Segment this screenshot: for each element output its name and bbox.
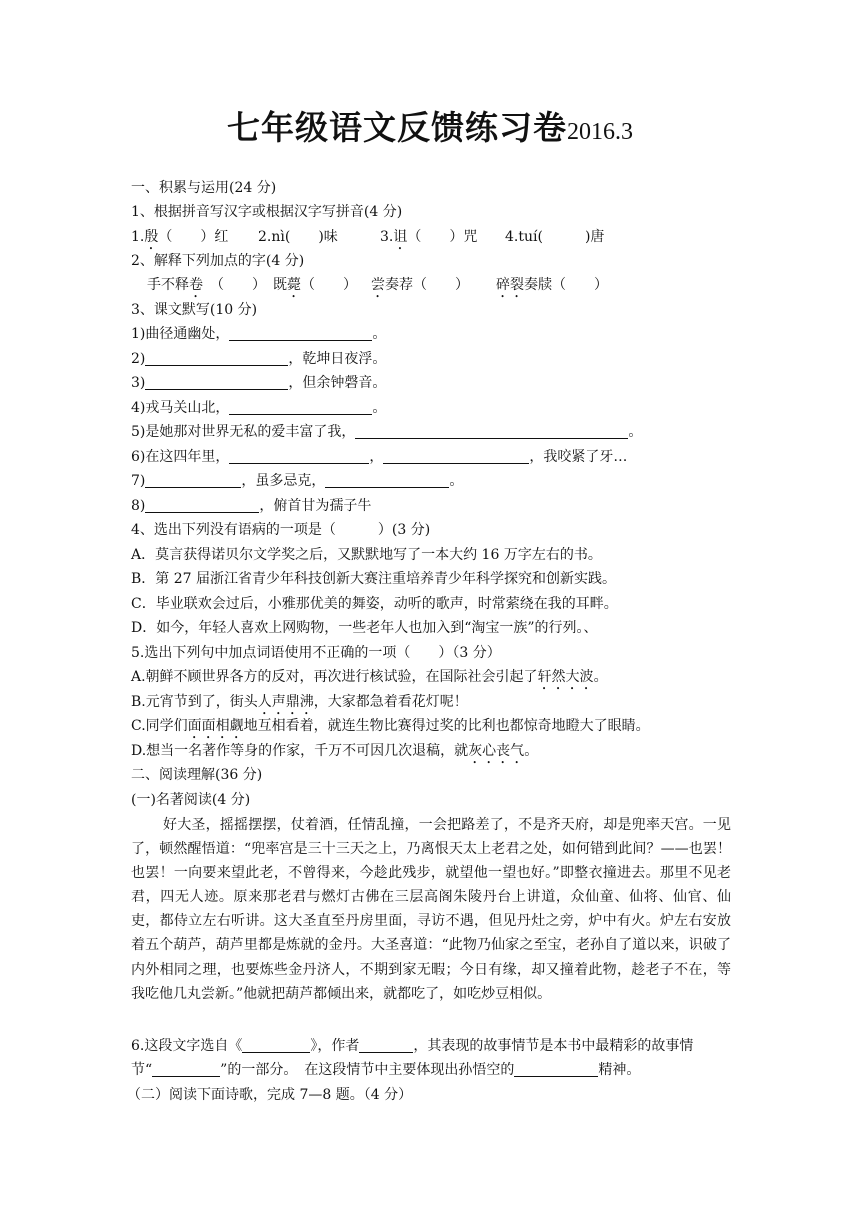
q2-items (147, 273, 608, 301)
q3-line-1: 1)曲径通幽处， 。 (131, 326, 387, 342)
q3-line-2: 2) ，乾坤日夜浮。 (131, 351, 387, 367)
q3-line-5: 5)是她那对世界无私的爱丰富了我， 。 (131, 424, 643, 440)
answer-blank[interactable] (145, 373, 288, 390)
q3-stem: 3、课文默写(10 分) (131, 302, 258, 318)
q3-line-3: 3) ，但余钟磬音。 (131, 375, 387, 391)
answer-blank[interactable] (359, 1036, 413, 1053)
q3-line-6: 6)在这四年里， ， ，我咬紧了牙… (131, 449, 628, 465)
q6-line-1: 6.这段文字选自《 》，作者 ，其表现的故事情节是本书中最精彩的故事情 (131, 1038, 694, 1054)
q5-option-b: B.元宵节到了，街头人声鼎沸，大家都急着看花灯呢！ (131, 694, 468, 710)
answer-blank[interactable] (145, 471, 241, 488)
section-1-heading: 一、积累与运用(24 分) (131, 180, 277, 196)
title-main: 七年级语文反馈练习卷 (227, 108, 567, 147)
q3-line-8: 8) ，俯首甘为孺子牛 (131, 498, 372, 514)
q4-option-a: A．莫言获得诺贝尔文学奖之后，又默默地写了一本大约 16 万字左右的书。 (131, 547, 602, 563)
section-2-heading: 二、阅读理解(36 分) (131, 767, 263, 783)
q5-option-a: A.朝鲜不顾世界各方的反对，再次进行核试验，在国际社会引起了轩然大波。 (131, 669, 608, 685)
answer-blank[interactable] (229, 398, 372, 415)
answer-blank[interactable] (355, 422, 628, 439)
q4-option-c: C．毕业联欢会过后，小雅那优美的舞姿，动听的歌声，时常萦绕在我的耳畔。 (131, 596, 618, 612)
q5-option-c: C.同学们面面相觑地互相看着，就连生物比赛得过奖的比利也都惊奇地瞪大了眼睛。 (131, 718, 650, 734)
q2-item-d: 碎裂奏牍（ ） (496, 277, 608, 293)
q3-line-4: 4)戎马关山北， 。 (131, 400, 387, 416)
answer-blank[interactable] (145, 496, 259, 513)
q2-item-a: 手不释卷 （ ） (147, 277, 266, 293)
answer-blank[interactable] (152, 1060, 220, 1077)
answer-blank[interactable] (325, 471, 449, 488)
answer-blank[interactable] (242, 1036, 310, 1053)
q1-item-c: 3.诅（ ）咒 (380, 229, 478, 245)
q1-item-b: 2.nì( )味 (258, 229, 338, 245)
q4-stem: 4、选出下列没有语病的一项是（ ）(3 分) (131, 522, 431, 538)
reading-passage: 好大圣，摇摇摆摆，仗着酒，任情乱撞，一会把路差了，不是齐天府，却是兜率天宫。一见了，顿然醒悟道：“兜率宫是三十三天之上，乃离恨天太上老君之处，如何错到此间？——也罢！也罢！一向要来望此老，不曾得来，今趁此残步，就望他一望也好。”即整衣撞进去。那里不见老君，四无人迹。原来那老君与燃灯古佛在三层高阁朱陵丹台上讲道，众仙童、仙将、仙官、仙吏，都侍立左右听讲。这大圣直至丹房里面，寻访不遇，但见丹灶之旁，炉中有火。炉左右安放着五个葫芦，葫芦里都是炼就的金丹。大圣喜道：“此物乃仙家之至宝，老孙自了道以来，识破了内外相同之理，也要炼些金丹济人，不期到家无暇；今日有缘，却又撞着此物，趁老子不在，等我吃他几丸尝新。”他就把葫芦都倾出来，就都吃了，如吃炒豆相似。 (131, 817, 731, 1002)
answer-blank[interactable] (229, 324, 372, 341)
answer-blank[interactable] (514, 1060, 598, 1077)
answer-blank[interactable] (383, 447, 529, 464)
answer-blank[interactable] (145, 349, 288, 366)
q2-stem: 2、解释下列加点的字(4 分) (131, 253, 305, 269)
q5-option-d: D.想当一名著作等身的作家，千万不可因几次退稿，就灰心丧气。 (131, 743, 539, 759)
q5-stem: 5.选出下列句中加点词语使用不正确的一项（ ）（3 分） (131, 645, 501, 661)
q4-option-b: B．第 27 届浙江省青少年科技创新大赛注重培养青少年科学探究和创新实践。 (131, 571, 617, 587)
subsection-1-heading: (一)名著阅读(4 分) (131, 792, 251, 808)
q6-line-2: 节“ ”的一部分。 在这段情节中主要体现出孙悟空的 精神。 (131, 1062, 641, 1078)
answer-blank[interactable] (229, 447, 369, 464)
q4-option-d: D．如今，年轻人喜欢上网购物，一些老年人也加入到“淘宝一族”的行列。、 (131, 620, 598, 636)
subsection-2-heading: （二）阅读下面诗歌，完成 7—8 题。（4 分） (127, 1087, 413, 1103)
q1-item-a: 1.殷（ ）红 (131, 229, 229, 245)
q1-stem: 1、根据拼音写汉字或根据汉字写拼音(4 分) (131, 204, 403, 220)
q3-line-7: 7) ，虽多忌克， 。 (131, 473, 464, 489)
q2-item-c: 尝奏荐（ ） (371, 277, 469, 293)
page-title (0, 103, 860, 159)
title-year: 2016.3 (567, 119, 633, 145)
q2-item-b: 既薨（ ） (273, 277, 357, 293)
q1-item-d: 4.tuí( )唐 (505, 229, 605, 245)
